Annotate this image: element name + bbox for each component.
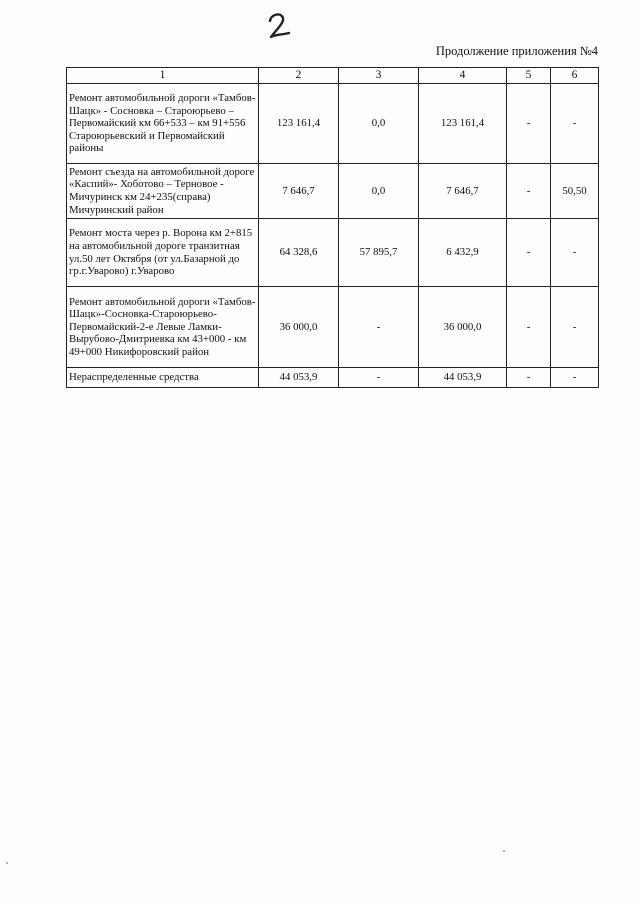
column-4-cell: 7 646,7: [419, 164, 507, 219]
total-amount-cell: 7 646,7: [259, 164, 339, 219]
table-row: [67, 84, 599, 164]
table-row: [67, 368, 599, 388]
column-4-cell: 6 432,9: [419, 219, 507, 287]
total-amount-cell: 44 053,9: [259, 368, 339, 388]
handwritten-page-number: [262, 8, 298, 44]
object-name-cell: Ремонт съезда на автомобильной дороге «Каспий»- Хоботово – Терновое - Мичуринск км 24+235(справа) Мичуринский район: [67, 164, 259, 219]
column-3-cell: 0,0: [339, 84, 419, 164]
column-6-cell: -: [551, 219, 599, 287]
column-4-cell: 36 000,0: [419, 287, 507, 368]
column-header: 5: [507, 68, 551, 84]
scan-speck: [503, 850, 505, 852]
column-5-cell: -: [507, 219, 551, 287]
column-5-cell: -: [507, 287, 551, 368]
column-header: 6: [551, 68, 599, 84]
column-3-cell: -: [339, 368, 419, 388]
table-row: [67, 164, 599, 219]
column-3-cell: -: [339, 287, 419, 368]
object-name-cell: Нераспределенные средства: [67, 368, 259, 388]
total-amount-cell: 64 328,6: [259, 219, 339, 287]
total-amount-cell: 123 161,4: [259, 84, 339, 164]
column-6-cell: -: [551, 368, 599, 388]
column-header: 1: [67, 68, 259, 84]
column-header: 2: [259, 68, 339, 84]
appendix-continuation-caption: Продолжение приложения №4: [435, 44, 598, 58]
column-3-cell: 0,0: [339, 164, 419, 219]
column-4-cell: 123 161,4: [419, 84, 507, 164]
column-4-cell: 44 053,9: [419, 368, 507, 388]
table-header-row: [67, 68, 599, 84]
object-name-cell: Ремонт автомобильной дороги «Тамбов-Шацк» - Сосновка – Староюрьево – Первомайский км 66+533 – км 91+556 Староюрьевский и Первомайский районы: [67, 84, 259, 164]
column-5-cell: -: [507, 84, 551, 164]
column-5-cell: -: [507, 164, 551, 219]
column-header: 3: [339, 68, 419, 84]
column-5-cell: -: [507, 368, 551, 388]
object-name-cell: Ремонт моста через р. Ворона км 2+815 на автомобильной дороге транзитная ул.50 лет Октября (от ул.Базарной до гр.г.Уварово) г.Уварово: [67, 219, 259, 287]
table-row: [67, 287, 599, 368]
scan-speck: [6, 862, 8, 864]
total-amount-cell: 36 000,0: [259, 287, 339, 368]
column-6-cell: 50,50: [551, 164, 599, 219]
funding-table: [66, 67, 599, 388]
object-name-cell: Ремонт автомобильной дороги «Тамбов-Шацк»-Сосновка-Староюрьево-Первомайский-2-е Левые Ламки-Вырубово-Дмитриевка км 43+000 - км 49+000 Никифоровский район: [67, 287, 259, 368]
column-6-cell: -: [551, 84, 599, 164]
table-row: [67, 219, 599, 287]
column-3-cell: 57 895,7: [339, 219, 419, 287]
column-header: 4: [419, 68, 507, 84]
column-6-cell: -: [551, 287, 599, 368]
